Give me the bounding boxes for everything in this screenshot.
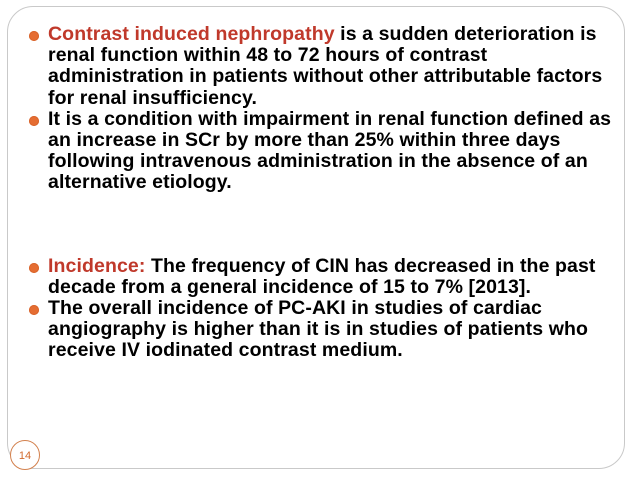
bullet-marker-icon (29, 263, 39, 273)
bullet-marker-icon (29, 305, 39, 315)
bullet-item (26, 109, 626, 194)
bullet-marker-icon (29, 116, 39, 126)
bullet-item (26, 298, 626, 362)
bullet-highlight: Contrast induced nephropathy (48, 23, 335, 45)
bullet-highlight: Incidence: (48, 254, 146, 277)
spacer (26, 194, 626, 256)
slide-content (26, 24, 626, 362)
bullet-text: is a sudden deterioration is renal function within 48 to 72 hours of contrast administration in patients without other attributable factors for renal insufficiency. (48, 23, 603, 109)
bullet-text: The overall incidence of PC-AKI in studies of cardiac angiography is higher than it is in studies of patients who receive IV iodinated contrast medium. (48, 297, 589, 362)
bullet-text: The frequency of CIN has decreased in the past decade from a general incidence of 15 to 7% [2013]. (48, 254, 596, 298)
bullet-marker-icon (29, 31, 39, 41)
bullet-item (26, 24, 626, 109)
page-number: 14 (10, 440, 40, 470)
bullet-text: It is a condition with impairment in renal function defined as an increase in SCr by more than 25% within three days following intravenous administration in the absence of an alternative etiology. (48, 107, 612, 194)
bullet-item (26, 256, 626, 298)
